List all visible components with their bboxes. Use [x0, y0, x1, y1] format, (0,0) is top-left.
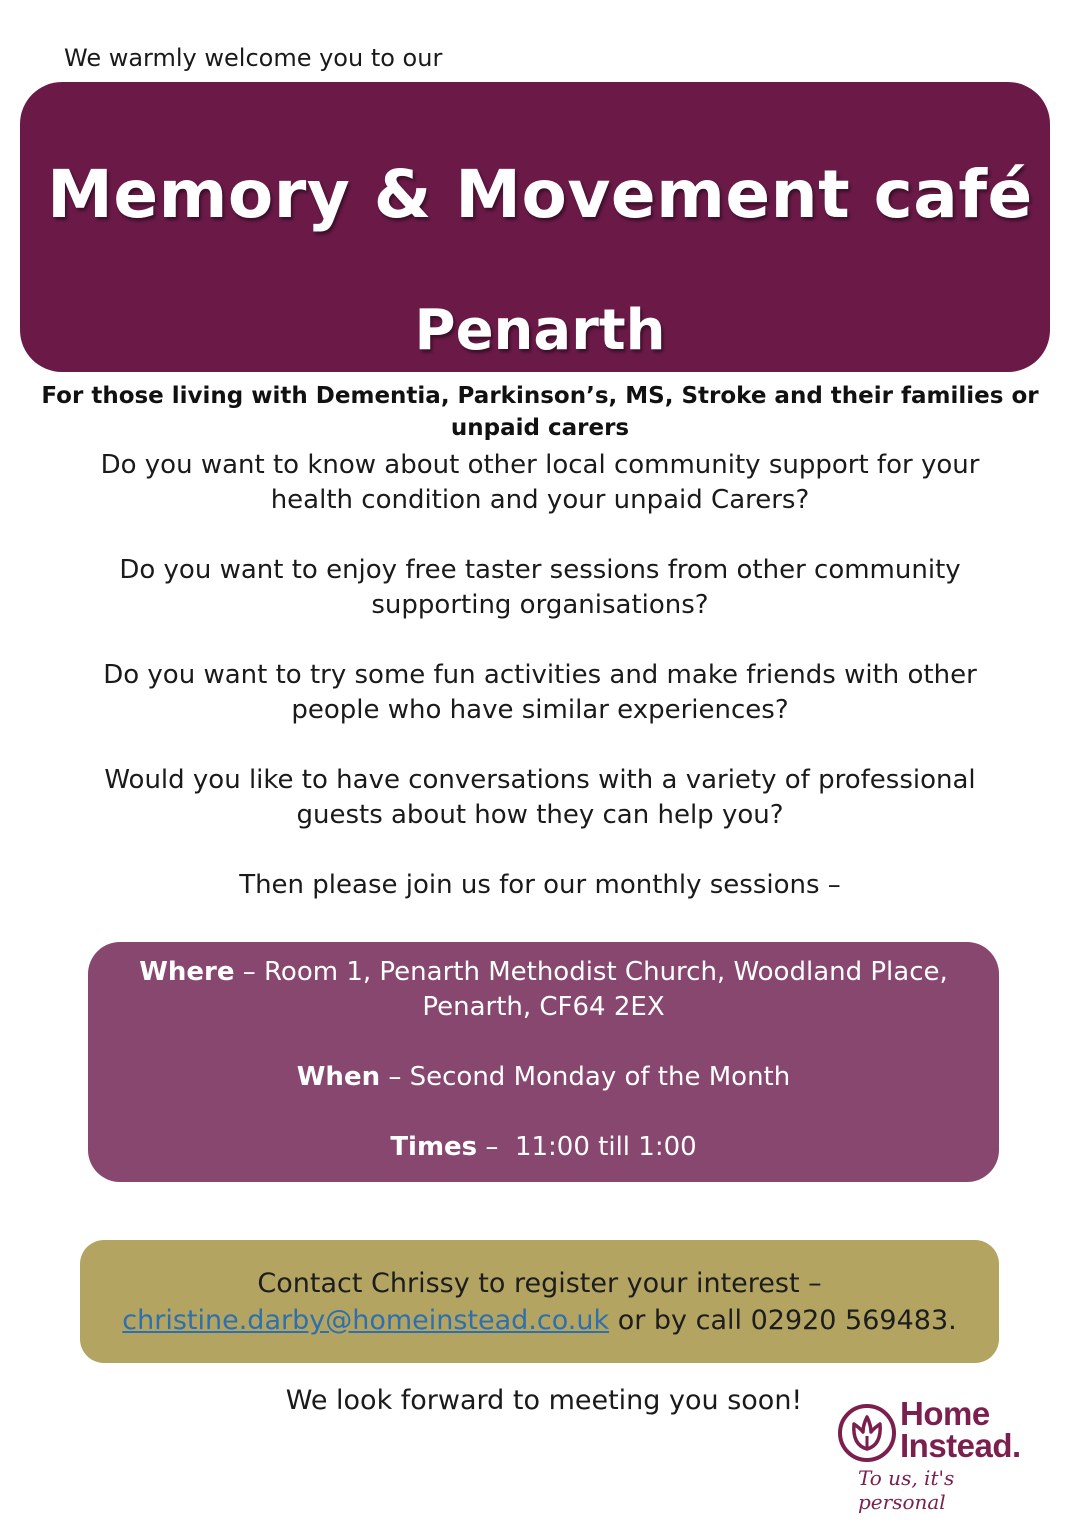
contact-box	[80, 1240, 999, 1363]
question-line: Do you want to try some fun activities and make friends with other	[103, 660, 977, 690]
intro-text: We warmly welcome you to our	[64, 44, 443, 72]
when-label: When	[296, 1062, 381, 1092]
logo-line-2-text: Instead	[900, 1427, 1013, 1464]
join-line: Then please join us for our monthly sessions –	[239, 870, 841, 900]
question-paragraph	[60, 763, 1020, 833]
question-paragraph	[60, 553, 1020, 623]
where-value-line-2: Penarth, CF64 2EX	[422, 992, 665, 1022]
where-label: Where	[139, 957, 235, 987]
session-details-box	[88, 942, 999, 1182]
times-label: Times	[390, 1132, 478, 1162]
when-value: – Second Monday of the Month	[380, 1062, 791, 1092]
event-title: Memory & Movement café	[47, 156, 1033, 233]
where-row	[108, 955, 979, 1025]
when-row	[108, 1060, 979, 1095]
audience-statement	[40, 380, 1040, 444]
question-line: guests about how they can help you?	[296, 800, 784, 830]
tulip-in-circle-icon	[836, 1402, 898, 1464]
logo-mark: .	[1012, 1427, 1021, 1464]
questions-section	[60, 448, 1020, 938]
question-line: supporting organisations?	[371, 590, 709, 620]
email-link[interactable]: christine.darby@homeinstead.co.uk	[122, 1305, 610, 1336]
times-value: – 11:00 till 1:00	[477, 1132, 697, 1162]
logo-line-1: Home	[900, 1395, 990, 1432]
question-line: Do you want to enjoy free taster sessions from other community	[119, 555, 961, 585]
home-instead-logo	[836, 1395, 1046, 1514]
logo-line-2	[900, 1427, 1021, 1464]
question-line: Would you like to have conversations with a variety of professional	[104, 765, 976, 795]
times-row	[108, 1130, 979, 1165]
audience-line-2: unpaid carers	[450, 415, 630, 441]
question-paragraph	[60, 448, 1020, 518]
logo-wordmark	[900, 1395, 1021, 1464]
where-value: – Room 1, Penarth Methodist Church, Woodland Place,	[234, 957, 948, 987]
event-location: Penarth	[414, 298, 666, 363]
phone-text: or by call 02920 569483.	[609, 1305, 957, 1336]
question-line: Do you want to know about other local community support for your	[100, 450, 980, 480]
contact-line-1: Contact Chrissy to register your interest –	[257, 1268, 822, 1299]
logo-tagline: To us, it's personal	[858, 1466, 955, 1514]
question-line: people who have similar experiences?	[291, 695, 789, 725]
closing-text: We look forward to meeting you soon!	[285, 1385, 803, 1416]
audience-line-1: For those living with Dementia, Parkinson’s, MS, Stroke and their families or	[41, 383, 1039, 409]
contact-line-2	[80, 1302, 999, 1339]
question-line: health condition and your unpaid Carers?	[270, 485, 810, 515]
question-paragraph	[60, 658, 1020, 728]
